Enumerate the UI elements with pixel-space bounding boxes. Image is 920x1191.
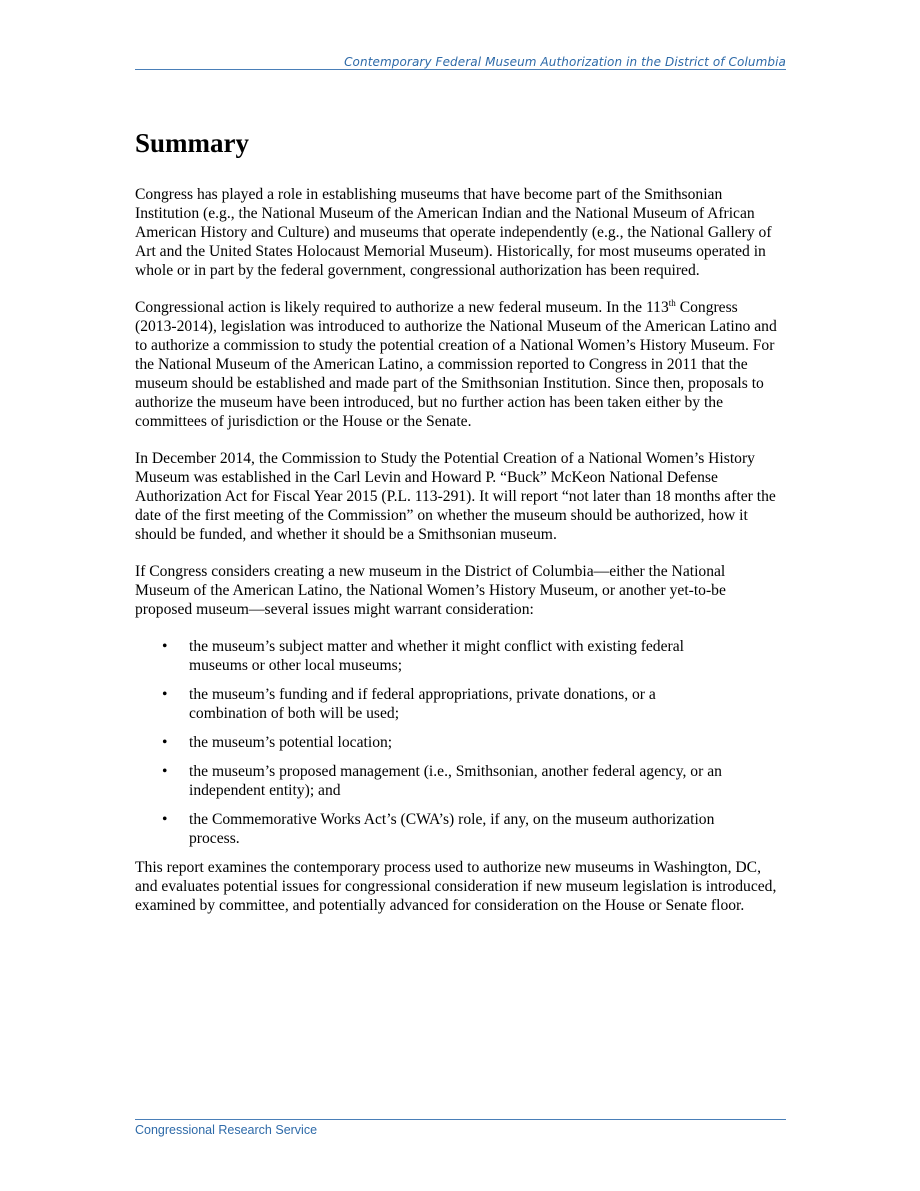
paragraph-2-part-1: Congressional action is likely required to authorize a new federal museum. In the 113 <box>135 299 669 316</box>
paragraph-3: In December 2014, the Commission to Study the Potential Creation of a National Women’s History Museum was established in the Carl Levin and Howard P. “Buck” McKeon National Defense Authorization Act for Fiscal Year 2015 (P.L. 113-291). It will report “not later than 18 months after the date of the first meeting of the Commission” on whether the museum should be authorized, how it should be funded, and whether it should be a Smithsonian museum. <box>135 450 776 543</box>
list-item-text: the museum’s funding and if federal appropriations, private donations, or a combination of both will be used; <box>189 686 656 722</box>
list-item <box>135 637 729 675</box>
section-heading: Summary <box>135 128 249 158</box>
bullet-icon: • <box>162 763 168 780</box>
list-item <box>135 685 729 723</box>
ordinal-superscript: th <box>668 298 676 308</box>
list-item <box>135 762 729 800</box>
issues-list <box>135 637 780 848</box>
paragraph-2-part-2: Congress (2013-2014), legislation was introduced to authorize the National Museum of the American Latino and to authorize a commission to study the potential creation of a National Women’s History Museum. For the National Museum of the American Latino, a commission reported to Congress in 2011 that the museum should be established and made part of the Smithsonian Institution. Since then, proposals to authorize the museum have been introduced, but no further action has been taken either by the committees of jurisdiction or the House or the Senate. <box>135 299 777 430</box>
running-footer: Congressional Research Service <box>135 1123 318 1137</box>
bullet-icon: • <box>162 686 168 703</box>
bullet-icon: • <box>162 734 168 751</box>
bullet-icon: • <box>162 638 168 655</box>
running-header: Contemporary Federal Museum Authorization in the District of Columbia <box>344 55 786 69</box>
list-item <box>135 733 729 752</box>
list-item-text: the museum’s subject matter and whether it might conflict with existing federal museums or other local museums; <box>189 638 684 674</box>
paragraph-2 <box>135 298 780 431</box>
paragraph-1: Congress has played a role in establishing museums that have become part of the Smithsonian Institution (e.g., the National Museum of the American Indian and the National Museum of African American History and Culture) and museums that operate independently (e.g., the National Gallery of Art and the United States Holocaust Memorial Museum). Historically, for most museums operated in whole or in part by the federal government, congressional authorization has been required. <box>135 186 772 279</box>
paragraph-5: This report examines the contemporary process used to authorize new museums in Washington, DC, and evaluates potential issues for congressional consideration if new museum legislation is introduced, examined by committee, and potentially advanced for consideration on the House or Senate floor. <box>135 859 777 914</box>
header-rule <box>135 69 786 70</box>
list-item-text: the museum’s proposed management (i.e., Smithsonian, another federal agency, or an independent entity); and <box>189 763 722 799</box>
list-item-text: the museum’s potential location; <box>189 734 393 751</box>
bullet-icon: • <box>162 811 168 828</box>
list-item <box>135 810 729 848</box>
paragraph-4: If Congress considers creating a new museum in the District of Columbia—either the National Museum of the American Latino, the National Women’s History Museum, or another yet-to-be proposed museum—several issues might warrant consideration: <box>135 563 726 618</box>
footer-rule <box>135 1119 786 1120</box>
list-item-text: the Commemorative Works Act’s (CWA’s) role, if any, on the museum authorization process. <box>189 811 715 847</box>
summary-section <box>135 124 780 933</box>
